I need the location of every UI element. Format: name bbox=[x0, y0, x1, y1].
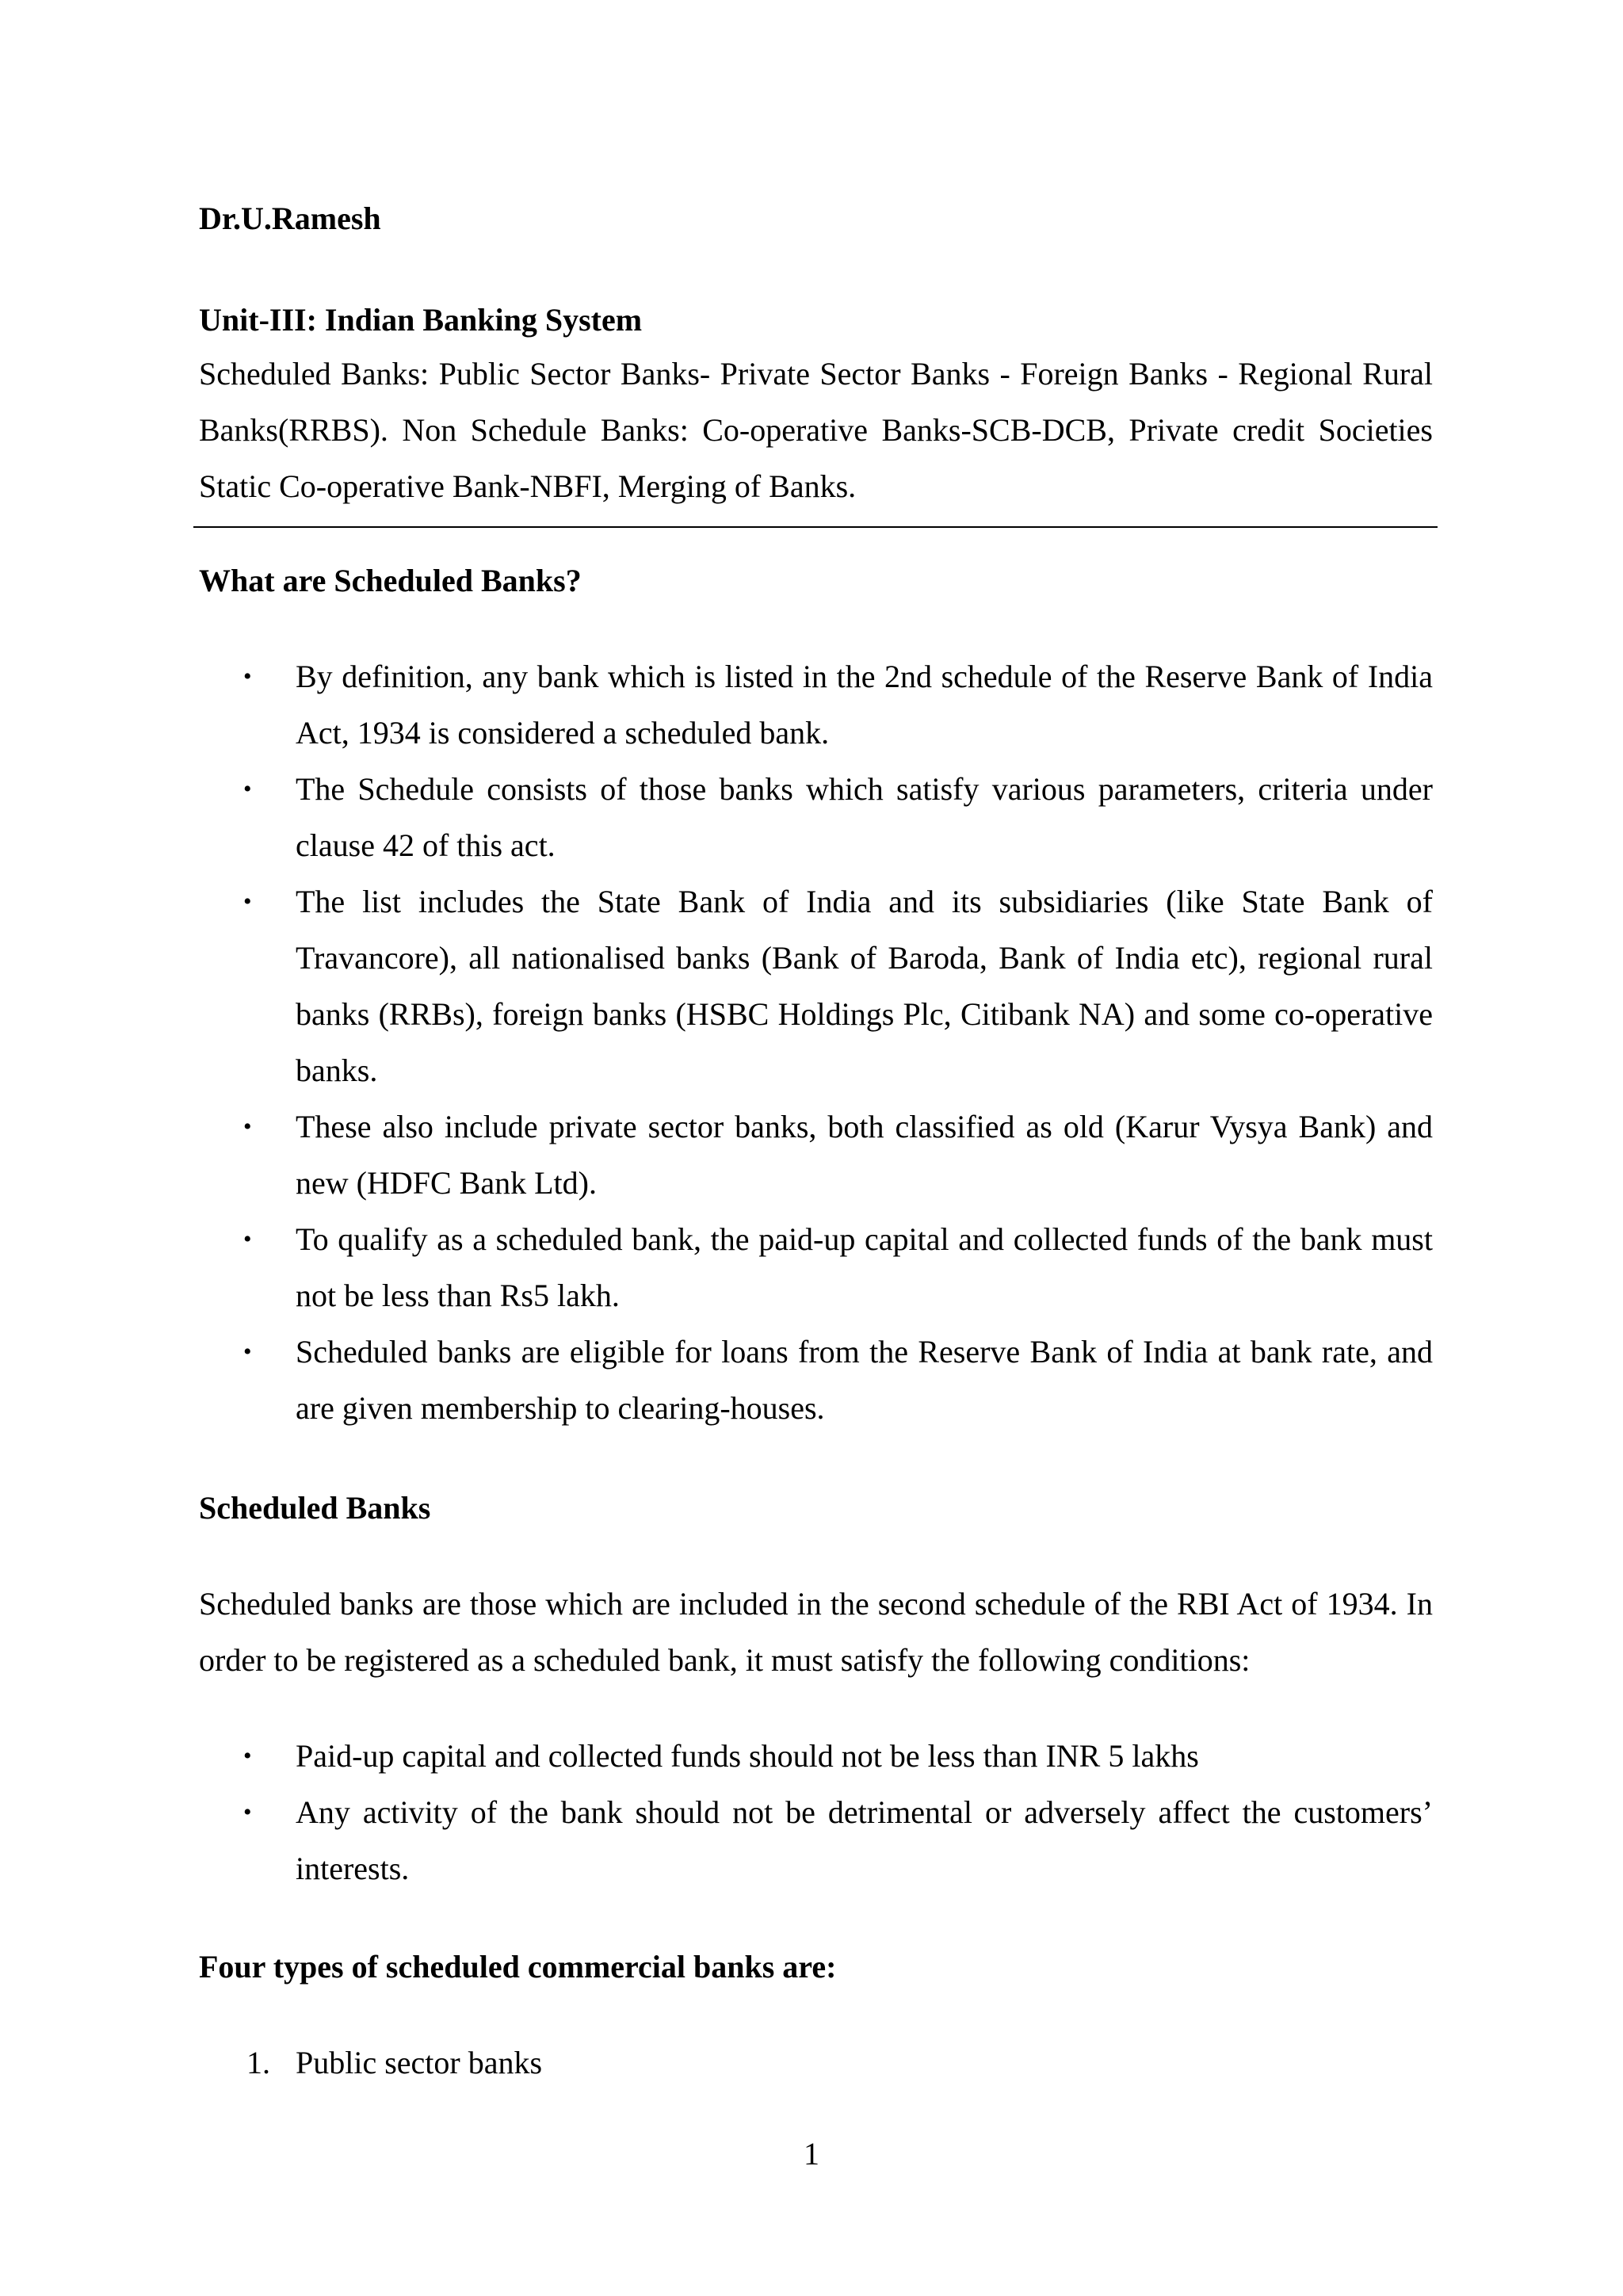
syllabus-text: Scheduled Banks: Public Sector Banks- Private Sector Banks - Foreign Banks - Regional Rural Banks(RRBS). Non Schedule Banks: Co-operative Banks-SCB-DCB, Private credit Societies Static Co-operative Bank-NBFI, Merging of Banks. bbox=[199, 356, 1433, 504]
list-item-number: 1. bbox=[246, 2045, 270, 2080]
list-item bbox=[199, 2034, 1433, 2091]
list-item bbox=[199, 1324, 1433, 1436]
list-item bbox=[199, 873, 1433, 1098]
bullet-icon: • bbox=[243, 1114, 252, 1140]
bullet-icon: • bbox=[243, 888, 252, 915]
list-item-text: By definition, any bank which is listed in the 2nd schedule of the Reserve Bank of India Act, 1934 is considered a scheduled bank. bbox=[296, 659, 1433, 751]
unit-title: Unit-III: Indian Banking System bbox=[199, 302, 643, 338]
list-item bbox=[199, 1784, 1433, 1897]
registration-conditions-list bbox=[199, 1728, 1433, 1897]
scheduled-banks-definition-list bbox=[199, 648, 1433, 1436]
bullet-icon: • bbox=[243, 1743, 252, 1769]
bank-types-list bbox=[199, 2034, 1433, 2091]
list-item bbox=[199, 648, 1433, 761]
heading-scheduled-banks: Scheduled Banks bbox=[199, 1490, 431, 1526]
bullet-icon: • bbox=[243, 776, 252, 802]
heading-what-are-scheduled-banks: What are Scheduled Banks? bbox=[199, 563, 582, 598]
bullet-icon: • bbox=[243, 663, 252, 690]
list-item bbox=[199, 761, 1433, 873]
scheduled-banks-paragraph: Scheduled banks are those which are included in the second schedule of the RBI Act of 1934. In order to be registered as a scheduled bank, it must satisfy the following conditions: bbox=[199, 1586, 1433, 1678]
list-item-text: Public sector banks bbox=[296, 2045, 543, 2080]
bullet-icon: • bbox=[243, 1339, 252, 1365]
page-number: 1 bbox=[804, 2136, 819, 2172]
list-item-text: The Schedule consists of those banks which satisfy various parameters, criteria under clause 42 of this act. bbox=[296, 771, 1433, 863]
list-item-text: Any activity of the bank should not be detrimental or adversely affect the customers’ interests. bbox=[296, 1794, 1433, 1886]
list-item-text: The list includes the State Bank of India and its subsidiaries (like State Bank of Travancore), all nationalised banks (Bank of Baroda, Bank of India etc), regional rural banks (RRBs), foreign banks (HSBC Holdings Plc, Citibank NA) and some co-operative banks. bbox=[296, 884, 1433, 1088]
bullet-icon: • bbox=[243, 1799, 252, 1825]
list-item bbox=[199, 1098, 1433, 1211]
list-item bbox=[199, 1211, 1433, 1324]
list-item-text: Paid-up capital and collected funds should not be less than INR 5 lakhs bbox=[296, 1738, 1199, 1774]
heading-four-types: Four types of scheduled commercial banks are: bbox=[199, 1949, 837, 1985]
list-item-text: To qualify as a scheduled bank, the paid-up capital and collected funds of the bank must not be less than Rs5 lakh. bbox=[296, 1221, 1433, 1313]
list-item bbox=[199, 1728, 1433, 1784]
list-item-text: Scheduled banks are eligible for loans from the Reserve Bank of India at bank rate, and are given membership to clearing-houses. bbox=[296, 1334, 1433, 1426]
list-item-text: These also include private sector banks, both classified as old (Karur Vysya Bank) and new (HDFC Bank Ltd). bbox=[296, 1109, 1433, 1201]
bullet-icon: • bbox=[243, 1226, 252, 1252]
horizontal-rule bbox=[193, 526, 1438, 528]
author-name: Dr.U.Ramesh bbox=[199, 201, 381, 236]
